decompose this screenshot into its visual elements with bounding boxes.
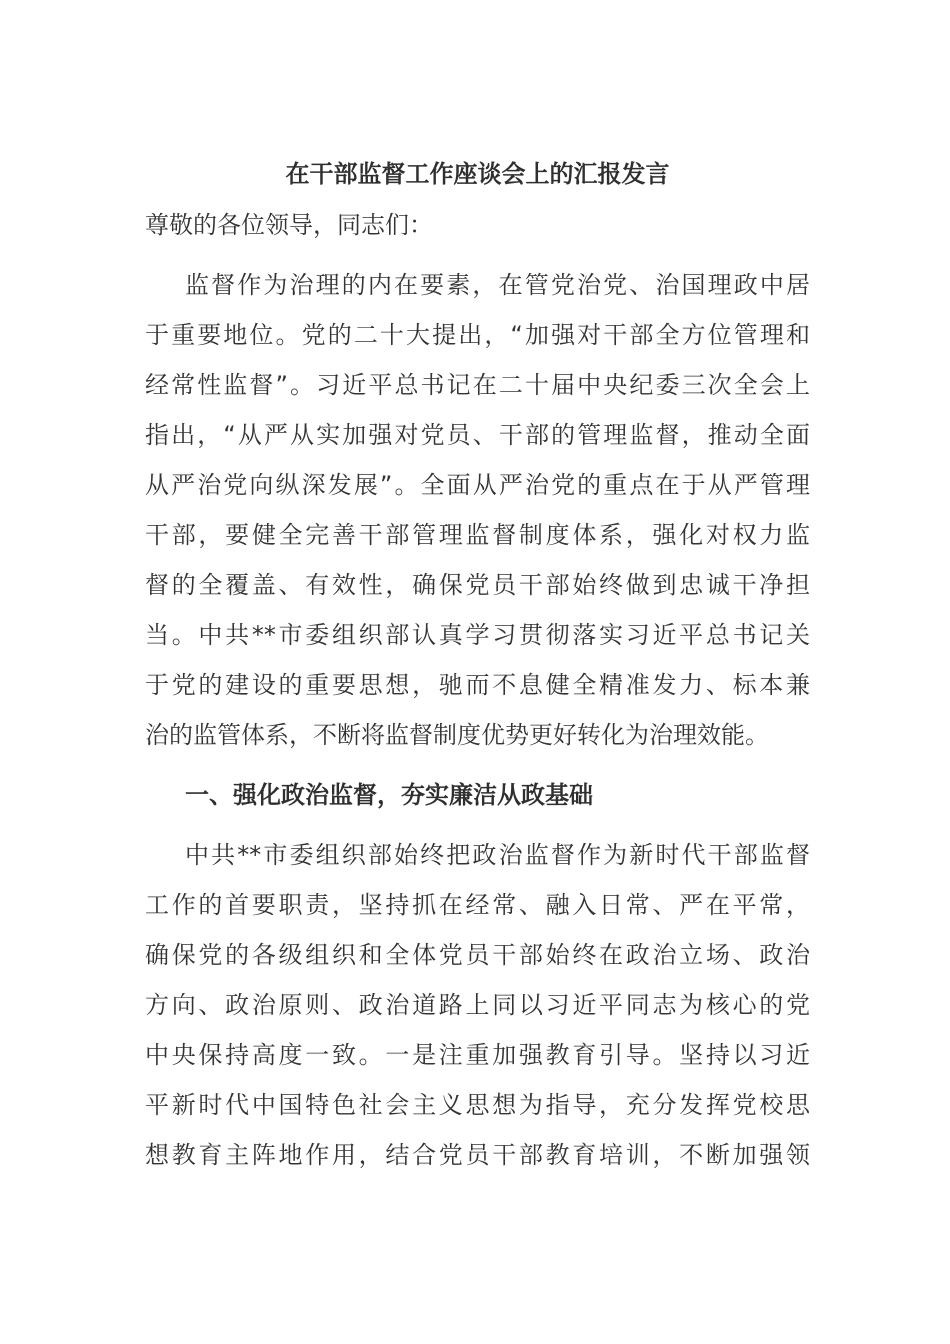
- paragraph-section1: [145, 830, 810, 1180]
- paragraph-section1-line: 工作的首要职责，坚持抓在经常、融入日常、严在平常，: [145, 891, 810, 919]
- paragraph-intro-line: 于党的建设的重要思想，驰而不息健全精准发力、标本兼: [145, 671, 810, 699]
- paragraph-intro-line: 治的监管体系，不断将监督制度优势更好转化为治理效能。: [145, 721, 769, 749]
- paragraph-intro-line: 经常性监督”。习近平总书记在二十届中央纪委三次全会上: [145, 371, 810, 399]
- paragraph-section1-line: 中央保持高度一致。一是注重加强教育引导。坚持以习近: [145, 1041, 810, 1069]
- paragraph-intro-line: 从严治党向纵深发展”。全面从严治党的重点在于从严管理: [145, 471, 810, 499]
- paragraph-intro-line: 于重要地位。党的二十大提出，“加强对干部全方位管理和: [145, 321, 810, 349]
- paragraph-section1-line: 中共**市委组织部始终把政治监督作为新时代干部监督: [185, 841, 810, 869]
- paragraph-intro-line: 督的全覆盖、有效性，确保党员干部始终做到忠诚干净担: [145, 571, 810, 599]
- paragraph-intro: [145, 260, 810, 760]
- paragraph-intro-line: 当。中共**市委组织部认真学习贯彻落实习近平总书记关: [145, 621, 810, 649]
- document-page: [145, 148, 810, 1180]
- paragraph-section1-line: 方向、政治原则、政治道路上同以习近平同志为核心的党: [145, 991, 810, 1019]
- paragraph-intro-line: 监督作为治理的内在要素，在管党治党、治国理政中居: [185, 271, 810, 299]
- paragraph-section1-line: 确保党的各级组织和全体党员干部始终在政治立场、政治: [145, 941, 810, 969]
- paragraph-section1-line: 想教育主阵地作用，结合党员干部教育培训，不断加强领: [145, 1141, 810, 1169]
- paragraph-intro-line: 指出，“从严从实加强对党员、干部的管理监督，推动全面: [145, 421, 810, 449]
- document-title: 在干部监督工作座谈会上的汇报发言: [285, 160, 670, 188]
- paragraph-intro-line: 干部，要健全完善干部管理监督制度体系，强化对权力监: [145, 521, 810, 549]
- section-heading: 一、强化政治监督，夯实廉洁从政基础: [185, 781, 593, 809]
- salutation: 尊敬的各位领导，同志们：: [145, 211, 433, 239]
- paragraph-section1-line: 平新时代中国特色社会主义思想为指导，充分发挥党校思: [145, 1091, 810, 1119]
